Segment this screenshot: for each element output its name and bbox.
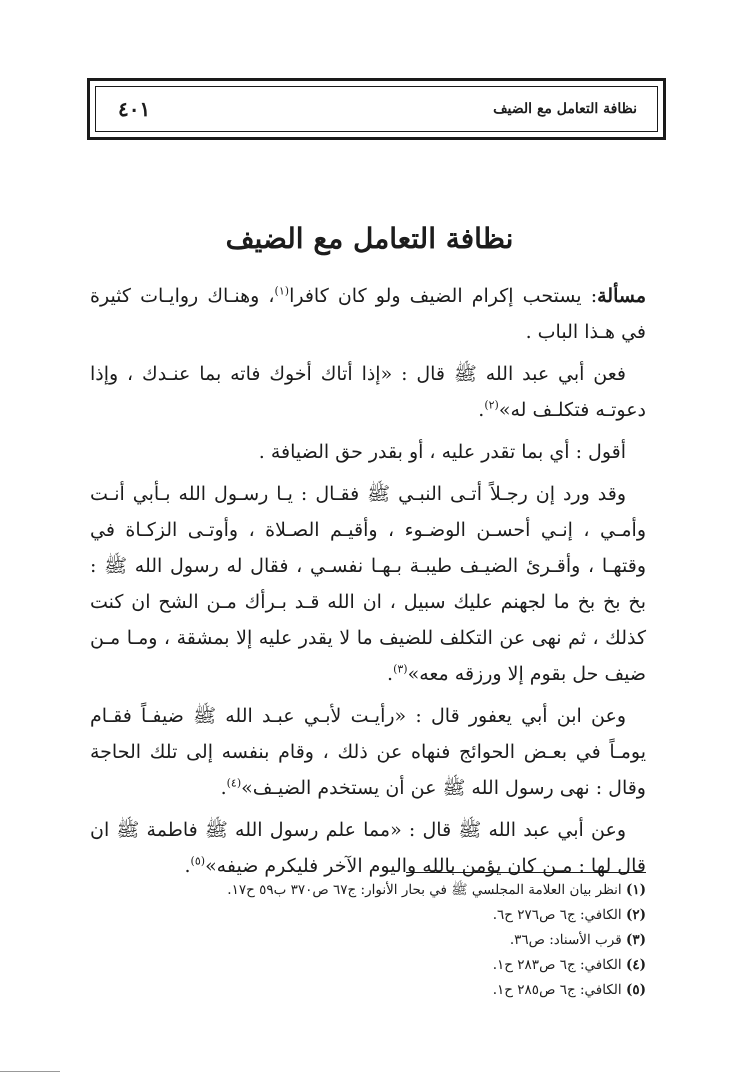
footnote-item (90, 928, 646, 953)
issue-lead-word: مسألة (597, 285, 647, 307)
footnote-number: (١) (625, 882, 646, 898)
footnote-item (90, 903, 646, 928)
running-title: نظافة التعامل مع الضيف (493, 101, 637, 117)
header-inner-frame (95, 86, 658, 132)
footnote-item (90, 978, 646, 1003)
footnote-number: (٣) (625, 932, 646, 948)
paragraph-hadith-3 (90, 698, 646, 806)
footnote-number: (٥) (625, 982, 646, 998)
footnote-ref[interactable]: (٥) (190, 854, 206, 868)
paragraph-text-after: ، وهنـاك روايـات كثيرة في هـذا الباب . (90, 285, 646, 343)
paragraph-text-after: . (478, 399, 485, 421)
paragraph-issue (90, 278, 646, 350)
paragraph-text: وعن أبي عبد الله ﷺ قال : «مما علم رسول الله ﷺ فاطمة ﷺ ان قال لها : مـن كان يؤمن بالله واليوم الآخر فليكرم ضيفه» (90, 819, 646, 877)
footnote-text: الكافي: ج٦ ص٢٨٥ ح١. (492, 982, 622, 998)
footnote-text: الكافي: ج٦ ص٢٨٣ ح١. (492, 957, 622, 973)
paragraph-text-after: . (220, 777, 227, 799)
footnote-ref[interactable]: (٣) (393, 662, 408, 676)
footnote-number: (٢) (625, 907, 646, 923)
paragraph-text: : يستحب إكرام الضيف ولو كان كافرا (289, 285, 598, 307)
footnote-ref[interactable]: (٤) (226, 776, 242, 790)
paragraph-hadith-1 (90, 356, 646, 428)
footnote-ref[interactable]: (٢) (484, 398, 499, 412)
running-header (87, 78, 666, 140)
paragraph-text-after: . (184, 855, 191, 877)
footnote-item (90, 953, 646, 978)
chapter-title: نظافة التعامل مع الضيف (225, 222, 514, 255)
page-number: ٤٠١ (118, 97, 151, 121)
paragraph-text: وعن ابن أبي يعفور قال : «رأيـت لأبـي عبـد الله ﷺ ضيفـاً فقـام يومـاً في بعـض الحوائج فنهاه عن ذلك ، وقام بنفسه إلى تلك الحاجة وقال : نهى رسول الله ﷺ عن أن يستخدم الضيـف» (90, 705, 646, 799)
paragraph-hadith-2 (90, 476, 646, 692)
footnote-text: انظر بيان العلامة المجلسي ﷺ في بحار الأنوار: ج٦٧ ص٣٧٠ ب٥٩ ح١٧. (227, 882, 622, 898)
paragraph-text-after: . (387, 663, 394, 685)
footnote-number: (٤) (625, 957, 646, 973)
footnote-item (90, 878, 646, 903)
footnote-ref[interactable]: (١) (274, 284, 290, 298)
paragraph-text: أقول : أي بما تقدر عليه ، أو بقدر حق الضيافة . (258, 441, 626, 463)
footnote-text: الكافي: ج٦ ص٢٧٦ ح٦. (492, 907, 622, 923)
paragraph-hadith-4 (90, 812, 646, 884)
footnote-divider (406, 872, 646, 873)
body-text (90, 278, 646, 890)
footnote-text: قرب الأسناد: ص٣٦. (509, 932, 622, 948)
paragraph-text: فعن أبي عبد الله ﷺ قال : «إذا أتاك أخوك فاته بما عنـدك ، وإذا دعوتـه فتكلـف له» (90, 363, 646, 421)
footnotes-list (90, 878, 646, 1003)
paragraph-comment (90, 434, 646, 470)
paragraph-text: وقد ورد إن رجـلاً أتـى النبـي ﷺ فقـال : يـا رسـول الله بـأبي أنـت وأمـي ، إنـي أحسـن الوضـوء ، وأقيـم الصـلاة ، وأوتـى الزكـاة في وقتهـا ، وأقـرئ الضيـف طيبـة بـهـا نفسـي ، فقال له رسول الله ﷺ : بخ بخ بخ ما لجهنم عليك سبيل ، ان الله قـد بـرأك مـن الشح ان كنت كذلك ، ثم نهى عن التكلف للضيف ما لا يقدر عليه إلا بمشقة ، ومـا مـن ضيف حل بقوم إلا ورزقه معه» (90, 483, 646, 685)
